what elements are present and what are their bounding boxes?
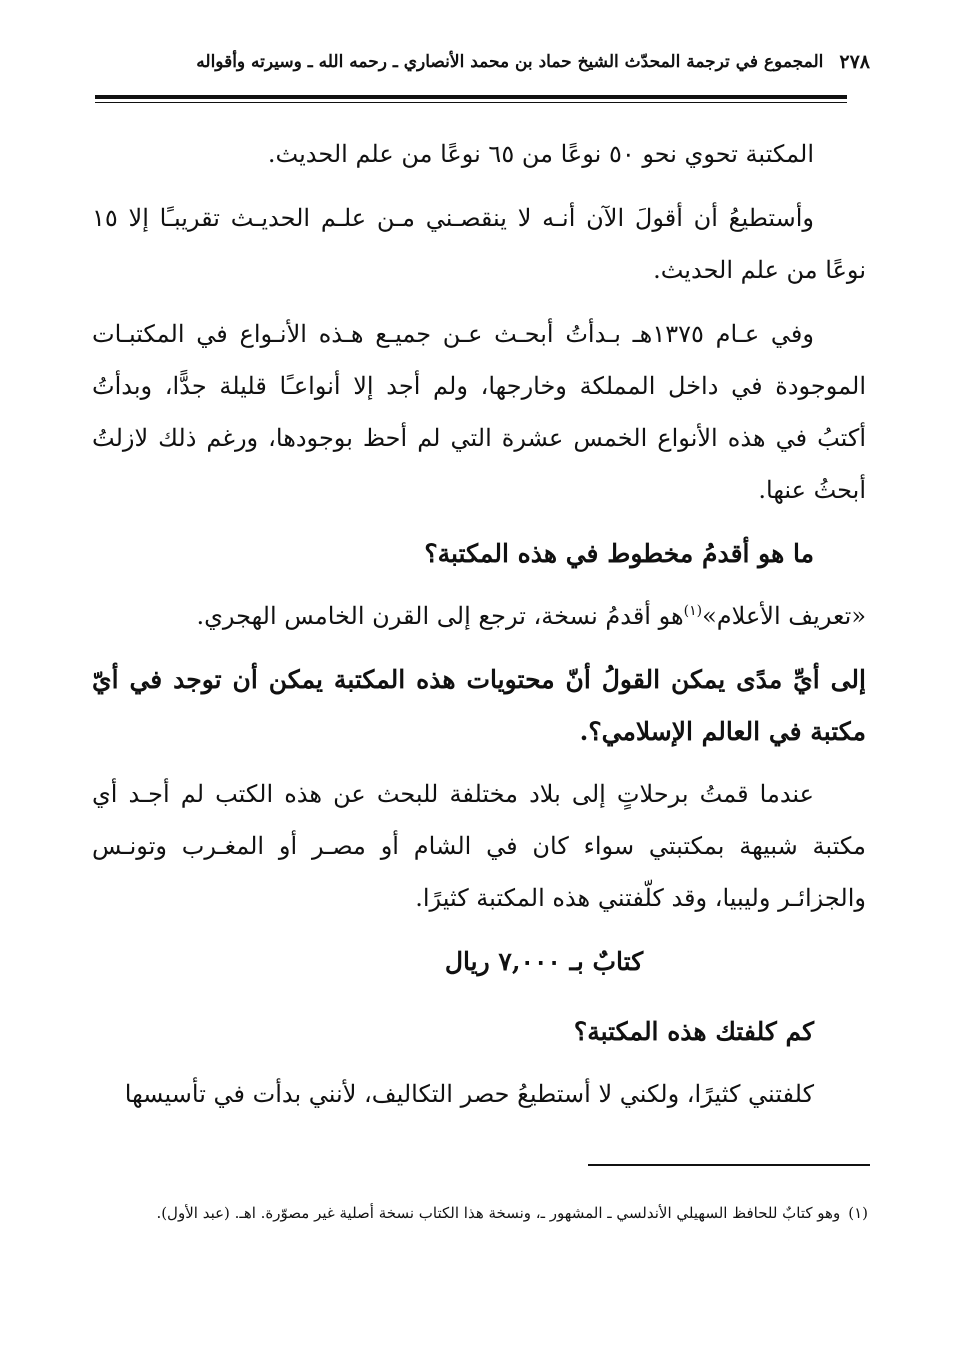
question-oldest-manuscript: ما هو أقدمُ مخطوط في هذه المكتبة؟ xyxy=(424,539,814,568)
footnote-text: وهو كتابٌ للحافظ السهيلي الأندلسي ـ المشهور ـ، ونسخة هذا الكتاب نسخة أصلية غير مصوّرة. اهـ. (عبد الأول). xyxy=(156,1204,841,1222)
answer-library-comparison: عندما قمتُ برحلاتٍ إلى بلاد مختلفة للبحث عن هذه الكتب لم أجـد أي مكتبة شبيهة بمكتبتي سواء كان في الشام أو مصـر أو المغـرب وتونـس والجزائـر وليبيا، وقد كلّفتني هذه المكتبة كثيرًا. xyxy=(92,780,866,912)
running-header xyxy=(180,46,870,78)
book-price-line: كتابٌ بـ ٧,٠٠٠ ريال xyxy=(444,947,644,976)
answer-text: هو أقدمُ نسخة، ترجع إلى القرن الخامس الهجري. xyxy=(196,602,684,630)
paragraph-1: المكتبة تحوي نحو ٥٠ نوعًا من ٦٥ نوعًا من علم الحديث. xyxy=(267,140,814,168)
question-library-comparison: إلى أيِّ مدًى يمكن القولُ أنّ محتويات هذه المكتبة يمكن أن توجد في أيّ مكتبة في العالم الإسلامي؟. xyxy=(92,665,866,746)
footnote xyxy=(92,1196,868,1230)
answer-library-cost: كلفتني كثيرًا، ولكني لا أستطيعُ حصر التكاليف، لأنني بدأت في تأسيسها xyxy=(124,1080,814,1108)
paragraph-2: وأستطيعُ أن أقولَ الآن أنـه لا ينقصـني مـن علـم الحديـث تقريبـًا إلا ١٥ نوعًا من علم الحديث. xyxy=(92,204,866,284)
question-library-cost: كم كلفتك هذه المكتبة؟ xyxy=(573,1017,814,1046)
book-title: «تعريف الأعلام» xyxy=(702,602,866,630)
main-text xyxy=(92,128,866,1132)
paragraph-3: وفي عـام ١٣٧٥هـ بـدأتُ أبحـث عـن جميـع هـذه الأنـواع في المكتبـات الموجودة في داخل المملكة وخارجها، ولم أجد إلا أنواعـًا قليلة جدًّا، وبدأتُ أكتبُ في هذه الأنواع الخمس عشرة التي لم أحظ بوجودها، ورغم ذلك لازلتُ أبحثُ عنها. xyxy=(92,320,866,504)
footnote-reference[interactable]: (١) xyxy=(683,603,703,619)
footnote-number: (١) xyxy=(848,1204,868,1222)
page-number: ٢٧٨ xyxy=(839,51,870,73)
header-rule-thick xyxy=(95,95,847,99)
running-title: المجموع في ترجمة المحدّث الشيخ حماد بن محمد الأنصاري ـ رحمه الله ـ وسيرته وأقواله xyxy=(196,52,824,72)
answer-oldest-manuscript xyxy=(92,590,866,642)
footnote-separator xyxy=(588,1164,870,1166)
header-rule-thin xyxy=(95,102,847,103)
